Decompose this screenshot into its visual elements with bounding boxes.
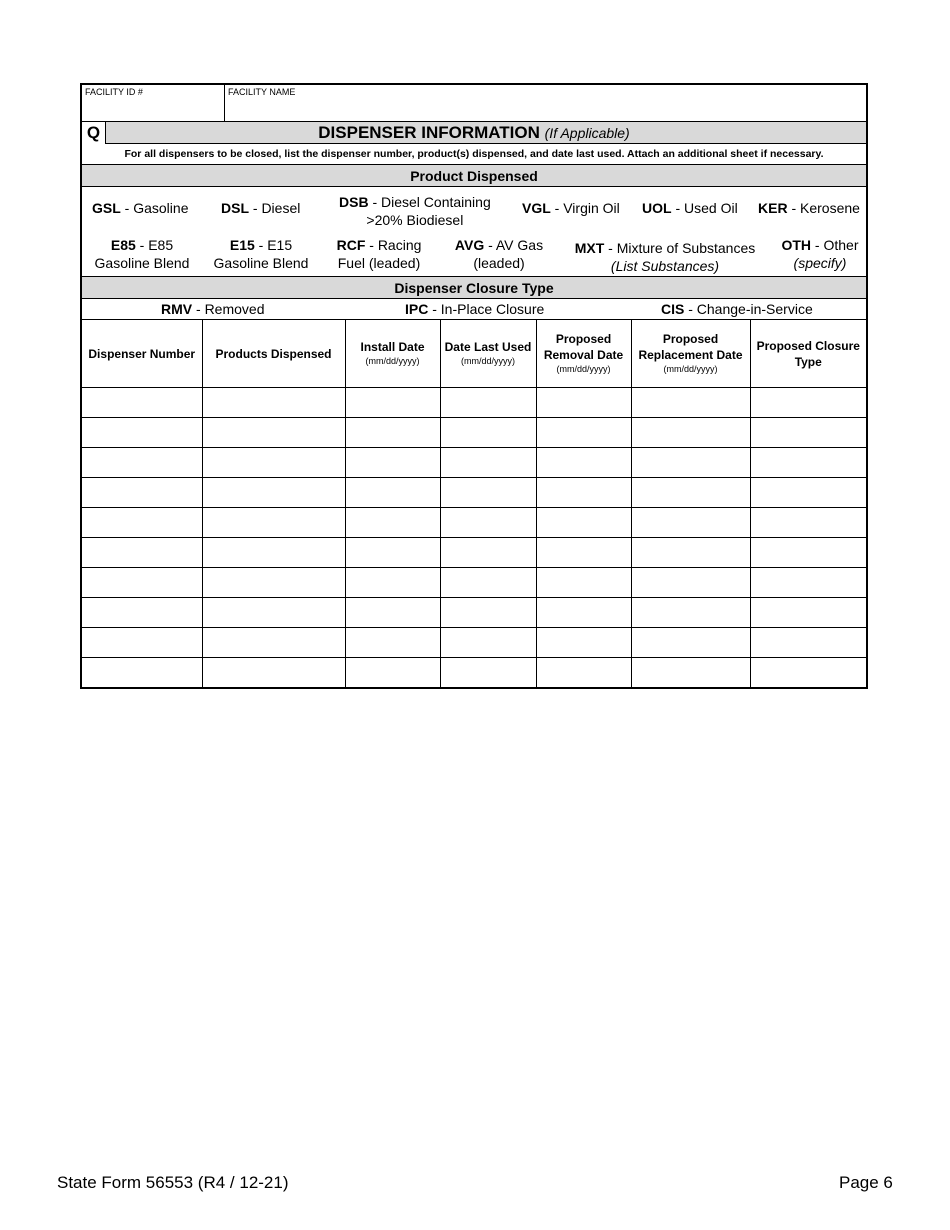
table-body [82,388,866,688]
table-row [82,478,866,508]
table-cell[interactable] [82,628,202,658]
table-cell[interactable] [631,508,750,538]
section-letter: Q [82,122,106,144]
table-cell[interactable] [345,538,440,568]
table-cell[interactable] [345,628,440,658]
table-row [82,418,866,448]
product-code-mxt: MXT - Mixture of Substances (List Substances) [574,240,756,274]
page-number: Page 6 [839,1173,893,1192]
table-cell[interactable] [631,478,750,508]
table-cell[interactable] [440,598,536,628]
table-cell[interactable] [440,418,536,448]
product-code-e15: E15 - E15 Gasoline Blend [213,237,309,271]
table-cell[interactable] [631,388,750,418]
section-header [82,122,866,144]
product-code-uol: UOL - Used Oil [642,200,738,216]
table-cell[interactable] [82,538,202,568]
table-cell[interactable] [82,448,202,478]
product-code-e85: E85 - E85 Gasoline Blend [94,237,190,271]
dispenser-table [82,320,866,687]
table-cell[interactable] [631,598,750,628]
table-cell[interactable] [82,478,202,508]
table-cell[interactable] [631,628,750,658]
closure-code-rmv: RMV - Removed [161,301,265,317]
table-cell[interactable] [345,418,440,448]
table-cell[interactable] [202,418,345,448]
product-dispensed-heading: Product Dispensed [82,165,866,187]
table-cell[interactable] [536,538,631,568]
table-cell[interactable] [345,508,440,538]
col-date-last-used: Date Last Used (mm/dd/yyyy) [440,320,536,388]
table-row [82,538,866,568]
table-cell[interactable] [440,568,536,598]
table-row [82,388,866,418]
col-proposed-replacement-date: Proposed Replacement Date (mm/dd/yyyy) [631,320,750,388]
table-header-row [82,320,866,388]
product-code-vgl: VGL - Virgin Oil [522,200,620,216]
table-cell[interactable] [345,568,440,598]
table-cell[interactable] [631,418,750,448]
table-cell[interactable] [750,598,866,628]
product-code-gsl: GSL - Gasoline [92,200,189,216]
table-cell[interactable] [82,388,202,418]
col-dispenser-number: Dispenser Number [82,320,202,388]
section-title: DISPENSER INFORMATION [318,123,540,142]
table-row [82,568,866,598]
table-cell[interactable] [202,628,345,658]
table-cell[interactable] [631,568,750,598]
table-cell[interactable] [536,598,631,628]
table-cell[interactable] [440,388,536,418]
table-cell[interactable] [440,508,536,538]
table-cell[interactable] [440,658,536,688]
table-row [82,448,866,478]
table-cell[interactable] [631,658,750,688]
product-code-rcf: RCF - Racing Fuel (leaded) [336,237,422,271]
table-cell[interactable] [750,538,866,568]
facility-name-label: FACILITY NAME [228,87,296,97]
closure-code-ipc: IPC - In-Place Closure [405,301,545,317]
table-cell[interactable] [750,418,866,448]
table-cell[interactable] [82,418,202,448]
table-cell[interactable] [345,478,440,508]
table-cell[interactable] [440,448,536,478]
instructions: For all dispensers to be closed, list the dispenser number, product(s) dispensed, and date last used. Attach an additional sheet if necessary. [82,144,866,165]
table-cell[interactable] [750,478,866,508]
product-code-oth: OTH - Other (specify) [781,237,859,271]
table-cell[interactable] [440,538,536,568]
table-row [82,598,866,628]
table-cell[interactable] [345,598,440,628]
table-cell[interactable] [750,448,866,478]
table-cell[interactable] [82,508,202,538]
closure-type-heading: Dispenser Closure Type [82,277,866,299]
table-cell[interactable] [750,388,866,418]
table-cell[interactable] [202,598,345,628]
table-cell[interactable] [202,508,345,538]
table-cell[interactable] [82,598,202,628]
table-cell[interactable] [536,568,631,598]
table-cell[interactable] [82,568,202,598]
facility-id-field[interactable] [82,85,225,121]
col-products-dispensed: Products Dispensed [202,320,345,388]
form-number: State Form 56553 (R4 / 12-21) [57,1173,289,1192]
table-cell[interactable] [536,418,631,448]
product-code-dsl: DSL - Diesel [221,200,301,216]
table-cell[interactable] [536,478,631,508]
table-cell[interactable] [536,448,631,478]
table-cell[interactable] [750,568,866,598]
table-cell[interactable] [536,628,631,658]
table-cell[interactable] [202,658,345,688]
table-row [82,508,866,538]
table-cell[interactable] [202,478,345,508]
table-cell[interactable] [536,388,631,418]
table-row [82,628,866,658]
facility-id-row [82,85,866,122]
table-cell[interactable] [631,448,750,478]
product-code-dsb: DSB - Diesel Containing >20% Biodiesel [339,194,491,228]
table-cell[interactable] [202,568,345,598]
table-cell[interactable] [202,388,345,418]
facility-name-field[interactable] [225,85,866,121]
table-cell[interactable] [202,448,345,478]
col-install-date: Install Date (mm/dd/yyyy) [345,320,440,388]
product-code-avg: AVG - AV Gas (leaded) [454,237,544,271]
table-cell[interactable] [536,658,631,688]
closure-code-cis: CIS - Change-in-Service [661,301,813,317]
col-proposed-removal-date: Proposed Removal Date (mm/dd/yyyy) [536,320,631,388]
section-subtitle: (If Applicable) [544,125,630,141]
dispenser-table-wrap [82,320,866,687]
table-cell[interactable] [82,658,202,688]
table-cell[interactable] [750,508,866,538]
table-cell[interactable] [440,478,536,508]
table-cell[interactable] [345,448,440,478]
table-cell[interactable] [536,508,631,538]
table-cell[interactable] [345,658,440,688]
table-cell[interactable] [345,388,440,418]
table-cell[interactable] [440,628,536,658]
product-legend [82,187,866,277]
col-proposed-closure-type: Proposed Closure Type [750,320,866,388]
table-row [82,658,866,688]
closure-type-legend [82,299,866,320]
facility-id-label: FACILITY ID # [85,87,143,97]
table-cell[interactable] [750,628,866,658]
table-cell[interactable] [631,538,750,568]
dispenser-form [80,83,868,689]
table-cell[interactable] [202,538,345,568]
product-code-ker: KER - Kerosene [758,200,860,216]
table-cell[interactable] [750,658,866,688]
